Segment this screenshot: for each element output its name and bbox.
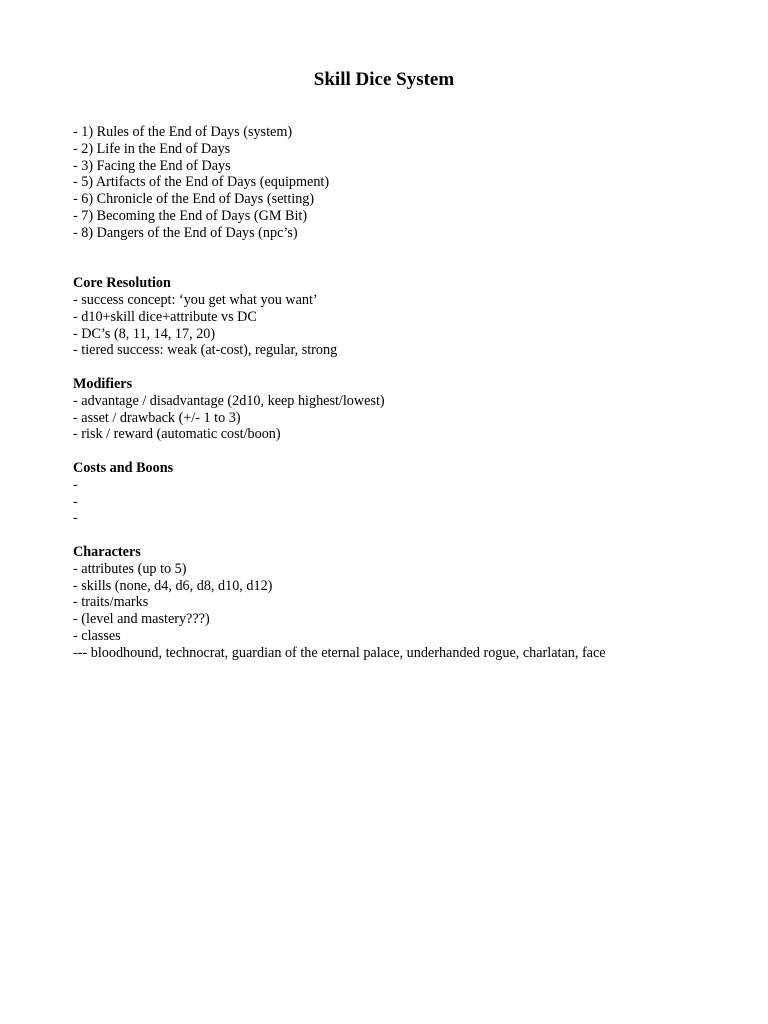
toc-item: - 2) Life in the End of Days — [73, 140, 231, 157]
section-line: - (level and mastery???) — [73, 611, 210, 628]
section-core-resolution — [73, 275, 753, 359]
section-heading: Costs and Boons — [73, 459, 174, 476]
section-line: - advantage / disadvantage (2d10, keep highest/lowest) — [73, 392, 385, 409]
section-heading: Modifiers — [73, 375, 133, 392]
section-line: - classes — [73, 627, 121, 644]
section-line: - — [73, 476, 78, 493]
section-line: - risk / reward (automatic cost/boon) — [73, 426, 281, 443]
section-characters — [73, 544, 753, 662]
toc-item: - 1) Rules of the End of Days (system) — [73, 124, 293, 140]
toc-item: - 8) Dangers of the End of Days (npc’s) — [73, 224, 298, 241]
section-line: - — [73, 493, 78, 510]
section-line: - asset / drawback (+/- 1 to 3) — [73, 409, 241, 426]
section-line: - attributes (up to 5) — [73, 560, 187, 577]
section-line: - — [73, 510, 78, 527]
document-body — [73, 124, 753, 662]
section-line: - d10+skill dice+attribute vs DC — [73, 308, 257, 325]
toc-item: - 7) Becoming the End of Days (GM Bit) — [73, 207, 308, 224]
document-title: Skill Dice System — [313, 69, 455, 90]
table-of-contents — [73, 124, 753, 242]
section-line: - DC’s (8, 11, 14, 17, 20) — [73, 325, 216, 342]
section-line: - traits/marks — [73, 594, 149, 611]
section-heading: Core Resolution — [73, 275, 171, 292]
section-line: - tiered success: weak (at-cost), regular, strong — [73, 342, 338, 359]
toc-item: - 6) Chronicle of the End of Days (setting) — [73, 191, 315, 208]
section-modifiers — [73, 376, 753, 443]
section-line: - success concept: ‘you get what you want’ — [73, 291, 318, 308]
toc-item: - 3) Facing the End of Days — [73, 157, 231, 174]
section-heading: Characters — [73, 543, 141, 560]
section-costs-and-boons — [73, 460, 753, 527]
section-line: --- bloodhound, technocrat, guardian of the eternal palace, underhanded rogue, charlatan, face — [73, 644, 606, 661]
section-line: - skills (none, d4, d6, d8, d10, d12) — [73, 577, 273, 594]
toc-item: - 5) Artifacts of the End of Days (equipment) — [73, 174, 330, 191]
